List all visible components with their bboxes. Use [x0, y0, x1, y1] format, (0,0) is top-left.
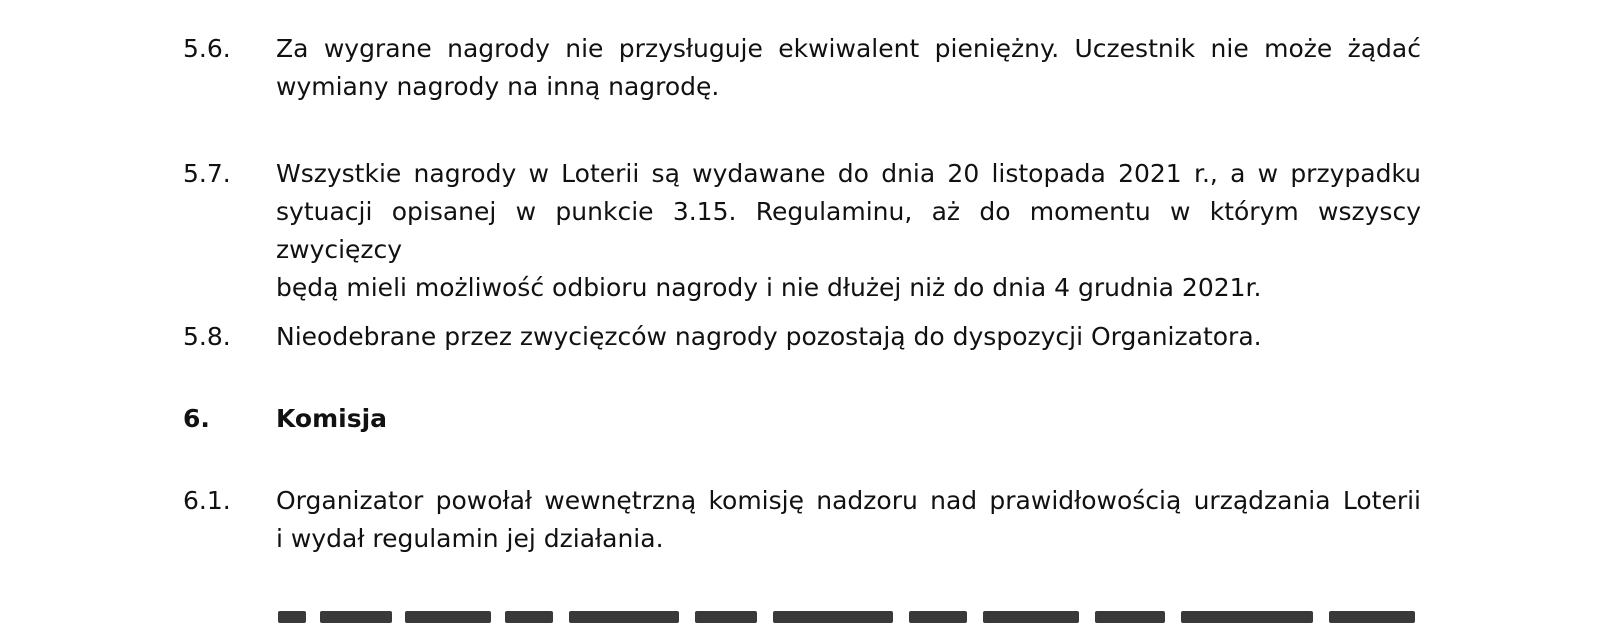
section-text [276, 482, 1421, 558]
text-line: Wszystkie nagrody w Loterii są wydawane do dnia 20 listopada 2021 r., a w przypadku [276, 159, 1421, 188]
text-line: wymiany nagrody na inną nagrodę. [276, 72, 720, 101]
text-line: Za wygrane nagrody nie przysługuje ekwiwalent pieniężny. Uczestnik nie może żądać [276, 34, 1421, 63]
section-text [276, 318, 1421, 356]
text-line: Organizator powołał wewnętrzną komisję nadzoru nad prawidłowością urządzania Loterii [276, 486, 1421, 515]
section-number: 5.8. [183, 322, 231, 351]
section-number: 6.1. [183, 486, 231, 515]
section-title [276, 400, 1421, 438]
text-line: sytuacji opisanej w punkcie 3.15. Regulaminu, aż do momentu w którym wszyscy zwycięzcy [276, 197, 1421, 264]
cropped-text-line [183, 603, 1423, 623]
text-line: będą mieli możliwość odbioru nagrody i nie dłużej niż do dnia 4 grudnia 2021r. [276, 273, 1262, 302]
section-title-text: Komisja [276, 404, 388, 433]
section-text [276, 155, 1421, 307]
section-text [276, 30, 1421, 106]
section-number: 5.7. [183, 159, 231, 188]
text-line: Nieodebrane przez zwycięzców nagrody pozostają do dyspozycji Organizatora. [276, 322, 1262, 351]
section-number: 5.6. [183, 34, 231, 63]
text-line: i wydał regulamin jej działania. [276, 524, 664, 553]
section-number: 6. [183, 404, 210, 433]
